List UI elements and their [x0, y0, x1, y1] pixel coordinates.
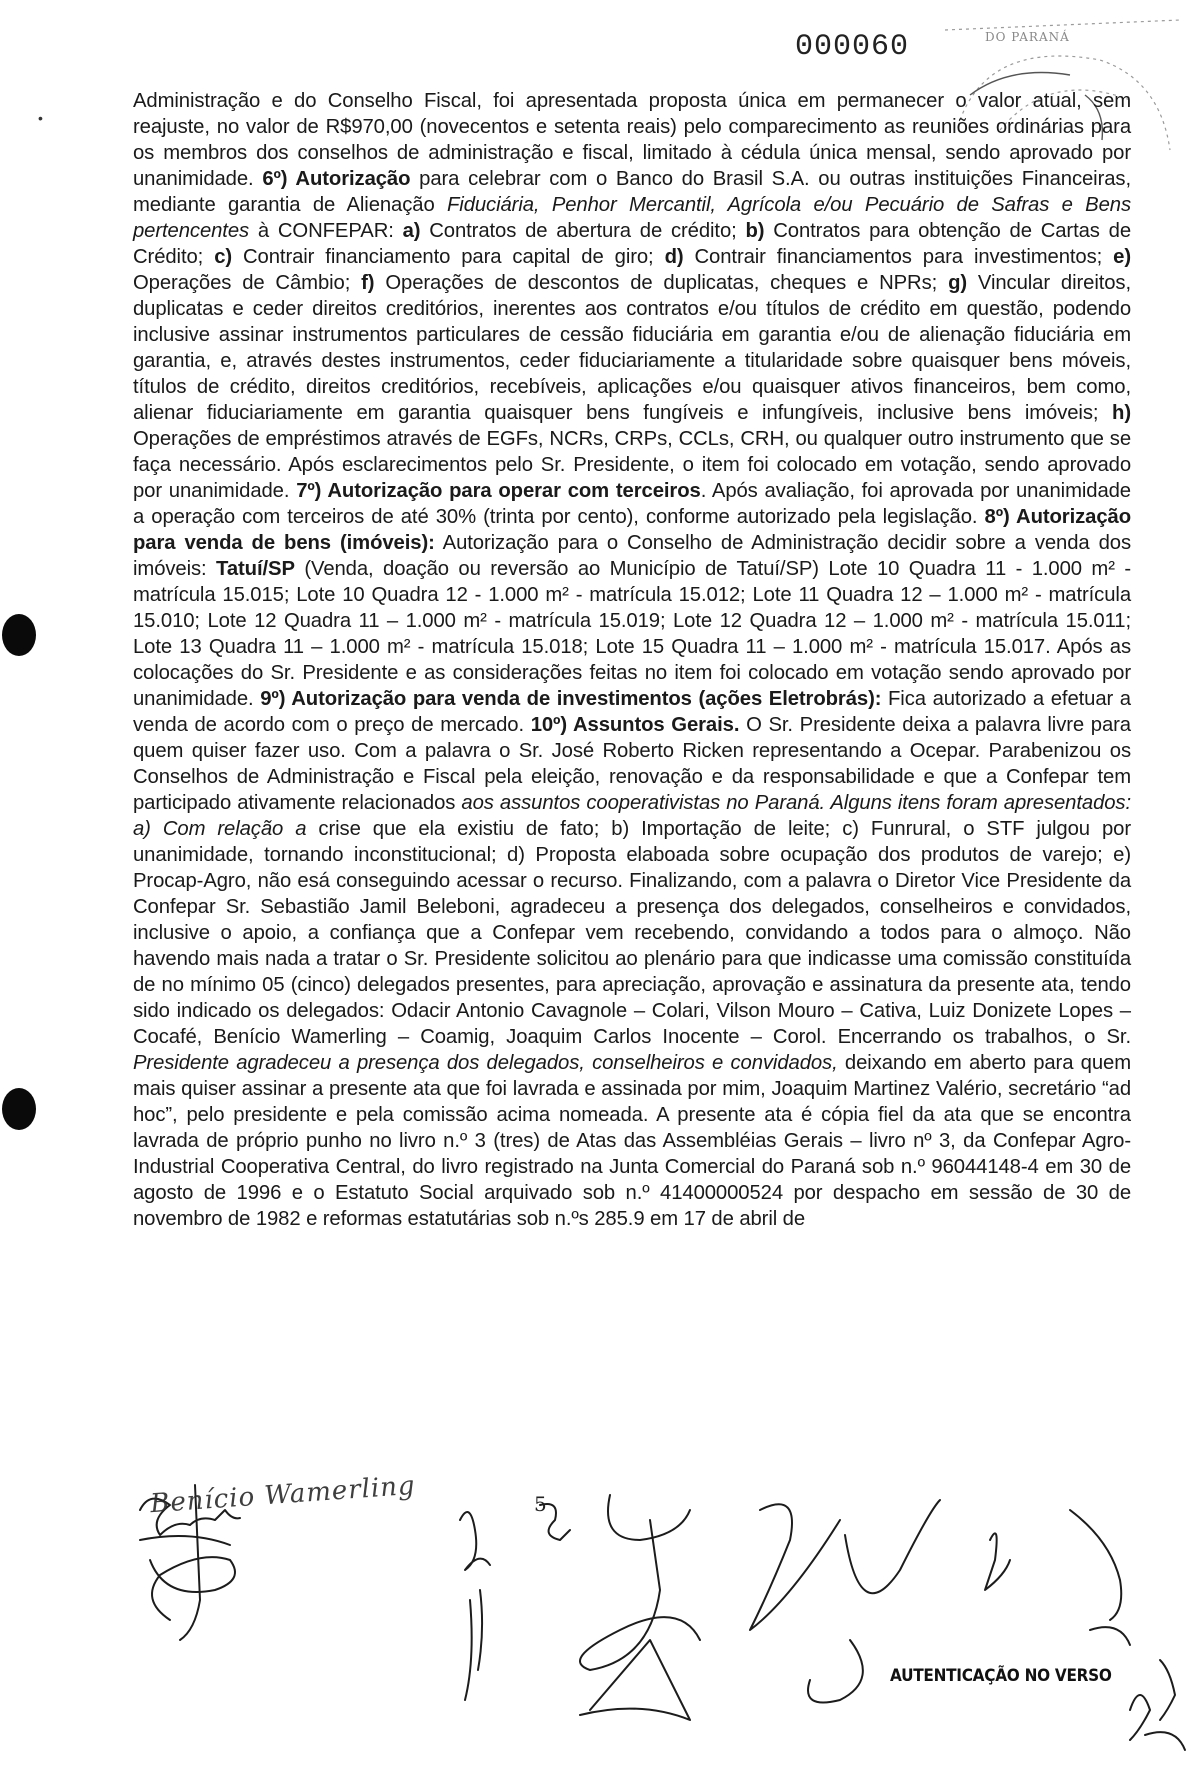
punch-hole-bottom: [2, 1088, 36, 1130]
punch-hole-top: [2, 614, 36, 656]
text-run: Autorização para o Conselho de Administração decidir sobre a venda dos imóveis:: [133, 532, 1131, 580]
signatures-area: [0, 1480, 1200, 1769]
text-run: Contrair financiamento para capital de giro;: [232, 246, 665, 268]
text-run: deixando em aberto para quem mais quiser assinar a presente ata que foi lavrada e assinada por mim, Joaquim Martinez Valério, secretário “ad hoc”, pelo presidente e pela comissão acima nomeada. A presente ata é cópia fiel da ata que se encontra lavrada de próprio punho no livro n.º 3 (tres) de Atas das Assembléias Gerais – livro nº 3, da Confepar Agro-Industrial Cooperativa Central, do livro registrado na Junta Comercial do Paraná sob n.º 96044148-4 em 30 de agosto de 1996 e o Estatuto Social arquivado sob n.º 41400000524 por despacho em sessão de 30 de novembro de 1982 e reformas estatutárias sob n.ºs 285.9 em 17 de abril de: [133, 1052, 1131, 1230]
minutes-body-text: [133, 88, 1131, 1232]
bold-run: 6º) Autorização: [262, 168, 411, 190]
italic-run: aos assuntos cooperativistas no Paraná. Alguns itens foram apresentados: a) Com relação a: [133, 792, 1132, 840]
text-run: para celebrar com o Banco do Brasil S.A. ou outras instituições Financeiras, mediante garantia de Alienação: [133, 168, 1131, 216]
page-number: 000060: [795, 30, 910, 64]
text-run: Contrair financiamentos para investimentos;: [683, 246, 1114, 268]
bold-run: 7º) Autorização para operar com terceiros: [296, 480, 701, 502]
text-run: à CONFEPAR:: [249, 220, 403, 242]
bold-run: 8º) Autorização para venda de bens (imóveis):: [133, 506, 1132, 554]
italic-run: Presidente agradeceu a presença dos delegados, conselheiros e convidados,: [133, 1052, 838, 1074]
italic-run: Fiduciária, Penhor Mercantil, Agrícola e/ou Pecuário de Safras e Bens pertencentes: [133, 194, 1131, 242]
bold-run: a): [402, 220, 421, 242]
bold-run: h): [1112, 402, 1131, 424]
margin-bullet: •: [38, 110, 43, 126]
text-run: O Sr. Presidente deixa a palavra livre para quem quiser fazer uso. Com a palavra o Sr. José Roberto Ricken representando a Ocepar. Parabenizou os Conselhos de Administração e Fiscal pela eleição, renovação e da responsabilidade e que a Confepar tem participado ativamente relacionados: [133, 714, 1131, 814]
text-run: Operações de Câmbio;: [133, 272, 362, 294]
text-run: Operações de empréstimos através de EGFs, NCRs, CRPs, CCLs, CRH, ou qualquer outro instrumento que se faça necessário. Após esclarecimentos pelo Sr. Presidente, o item foi colocado em votação, sendo aprovado por unanimidade.: [133, 428, 1131, 502]
bold-run: f): [361, 272, 375, 294]
bold-run: g): [948, 272, 968, 294]
text-run: Fica autorizado a efetuar a venda de acordo com o preço de mercado.: [133, 688, 1131, 736]
bold-run: 10º) Assuntos Gerais.: [530, 714, 740, 736]
bold-run: Tatuí/SP: [216, 558, 295, 580]
initial-mark: 5: [534, 1492, 547, 1516]
signature-benicio-wamerling: Benício Wamerling: [149, 1470, 417, 1520]
text-run: Contratos de abertura de crédito;: [420, 220, 746, 242]
text-run: (Venda, doação ou reversão ao Município de Tatuí/SP) Lote 10 Quadra 11 - 1.000 m² - matrícula 15.015; Lote 10 Quadra 12 - 1.000 m² - matrícula 15.012; Lote 11 Quadra 12 – 1.000 m² - matrícula 15.010; Lote 12 Quadra 11 – 1.000 m² - matrícula 15.019; Lote 12 Quadra 12 – 1.000 m² - matrícula 15.011; Lote 13 Quadra 11 – 1.000 m² - matrícula 15.018; Lote 15 Quadra 11 – 1.000 m² - matrícula 15.017. Após as colocações do Sr. Presidente e as considerações feitas no item foi colocado em votação sendo aprovado por unanimidade.: [133, 558, 1131, 710]
bold-run: e): [1113, 246, 1131, 268]
bold-run: d): [664, 246, 684, 268]
text-run: Operações de descontos de duplicatas, cheques e NPRs;: [374, 272, 949, 294]
bold-run: c): [214, 246, 233, 268]
text-run: Contratos para obtenção de Cartas de Crédito;: [133, 220, 1132, 268]
text-run: Vincular direitos, duplicatas e ceder direitos creditórios, inerentes aos contratos e/ou títulos de crédito em questão, podendo inclusive assinar instrumentos particulares de cessão fiduciária em garantia e/ou de alienação fiduciária em garantia, e, através destes instrumentos, ceder fiduciariamente a titularidade sobre quaisquer bens móveis, títulos de crédito, direitos creditórios, recebíveis, aplicações e/ou quaisquer ativos financeiros, bem como, alienar fiduciariamente em garantia quaisquer bens fungíveis e infungíveis, inclusive bens imóveis;: [133, 272, 1132, 424]
authentication-stamp: AUTENTICAÇÃO NO VERSO: [890, 1666, 1112, 1686]
seal-text: DO PARANÁ: [985, 30, 1070, 44]
text-run: Administração e do Conselho Fiscal, foi apresentada proposta única em permanecer o valor atual, sem reajuste, no valor de R$970,00 (novecentos e setenta reais) pelo comparecimento as reuniões ordinárias para os membros dos conselhos de administração e fiscal, limitado à cédula única mensal, sendo aprovado por unanimidade.: [133, 90, 1131, 190]
bold-run: b): [745, 220, 765, 242]
bold-run: 9º) Autorização para venda de investimentos (ações Eletrobrás):: [260, 688, 882, 710]
text-run: crise que ela existiu de fato; b) Importação de leite; c) Funrural, o STF julgou por unanimidade, tornando inconstitucional; d) Proposta elaboada sobre ocupação dos produtos de varejo; e) Procap-Agro, não esá conseguindo acessar o recurso. Finalizando, com a palavra o Diretor Vice Presidente da Confepar Sr. Sebastião Jamil Beleboni, agradeceu a presença dos delegados, conselheiros e convidados, inclusive o apoio, a confiança que a Confepar vem recebendo, convidando a todos para o almoço. Não havendo mais nada a tratar o Sr. Presidente solicitou ao plenário para que indicasse uma comissão constituída de no mínimo 05 (cinco) delegados presentes, para apreciação, aprovação e assinatura da presente ata, tendo sido indicado os delegados: Odacir Antonio Cavagnole – Colari, Vilson Mouro – Cativa, Luiz Donizete Lopes – Cocafé, Benício Wamerling – Coamig, Joaquim Carlos Inocente – Corol. Encerrando os trabalhos, o Sr.: [133, 818, 1131, 1048]
text-run: . Após avaliação, foi aprovada por unanimidade a operação com terceiros de até 30% (trinta por cento), conforme autorizado pela legislação.: [133, 480, 1131, 528]
